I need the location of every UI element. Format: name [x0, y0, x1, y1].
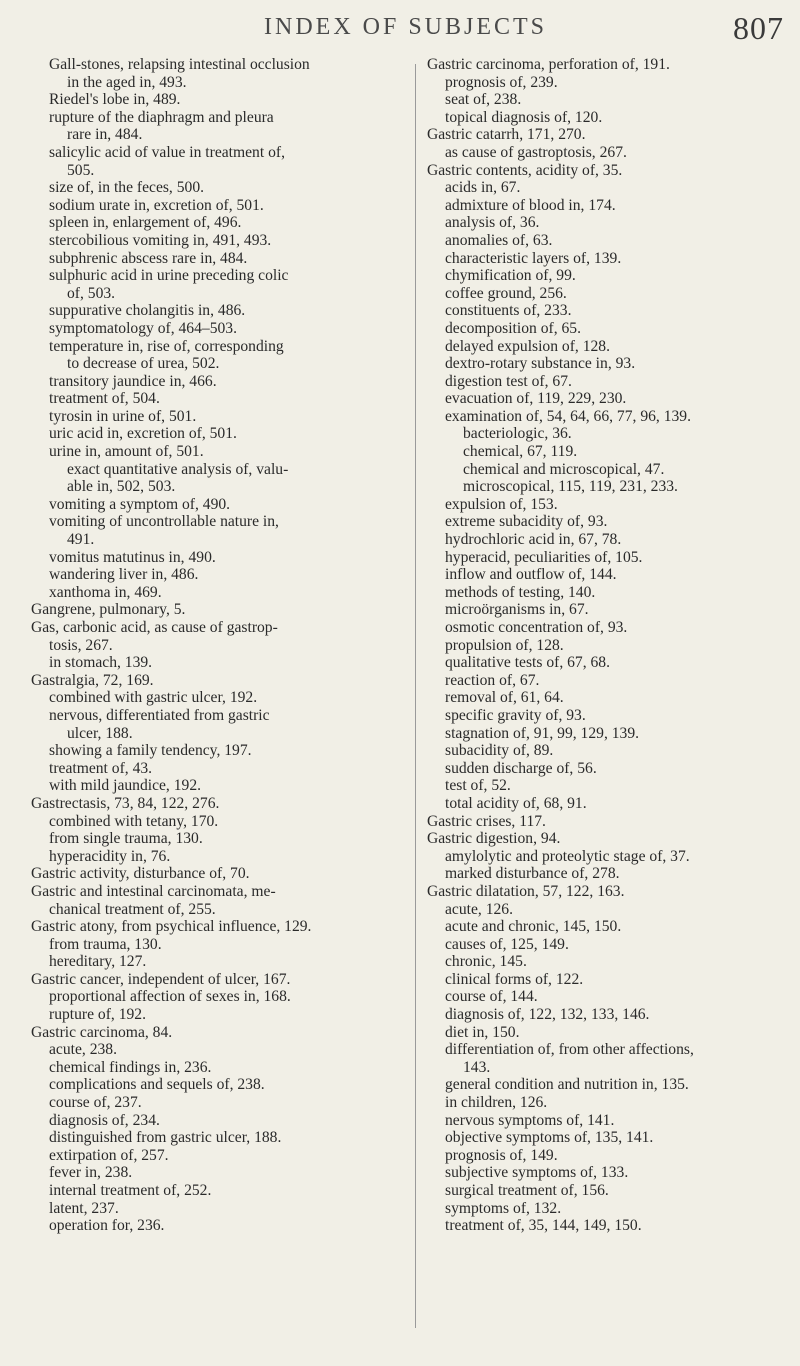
index-heading: Gastric cancer, independent of ulcer, 167.: [31, 970, 291, 988]
index-entry: complications and sequels of, 238.: [49, 1076, 265, 1094]
index-entry: latent, 237.: [49, 1199, 119, 1217]
index-column-right: [427, 56, 797, 1235]
index-entry: nervous, differentiated from gastric: [49, 706, 270, 724]
index-entry: from trauma, 130.: [49, 935, 162, 953]
index-entry: diagnosis of, 234.: [49, 1111, 160, 1129]
index-entry: hyperacidity in, 76.: [49, 847, 171, 865]
index-entry: total acidity of, 68, 91.: [445, 794, 587, 812]
index-entry: general condition and nutrition in, 135.: [445, 1076, 689, 1094]
index-heading: Gastric and intestinal carcinomata, me-: [31, 882, 276, 900]
index-entry: with mild jaundice, 192.: [49, 777, 202, 795]
index-entry: vomitus matutinus in, 490.: [49, 548, 216, 566]
index-entry: anomalies of, 63.: [445, 231, 553, 249]
index-entry: coffee ground, 256.: [445, 284, 567, 302]
index-entry: from single trauma, 130.: [49, 830, 203, 848]
index-entry: surgical treatment of, 156.: [445, 1182, 609, 1199]
index-entry: propulsion of, 128.: [445, 636, 564, 654]
index-column-left: [31, 56, 401, 1235]
running-title: INDEX OF SUBJECTS: [264, 14, 548, 40]
index-entry: tosis, 267.: [49, 636, 113, 654]
index-entry: analysis of, 36.: [445, 214, 540, 232]
index-entry: dextro-rotary substance in, 93.: [445, 355, 636, 373]
index-entry: topical diagnosis of, 120.: [445, 108, 603, 126]
index-entry: 505.: [67, 161, 95, 179]
index-entry: xanthoma in, 469.: [49, 583, 162, 601]
index-heading: Gas, carbonic acid, as cause of gastrop-: [31, 619, 278, 636]
index-entry: characteristic layers of, 139.: [445, 249, 622, 267]
index-entry: symptoms of, 132.: [445, 1199, 562, 1217]
index-entry: subphrenic abscess rare in, 484.: [49, 249, 248, 267]
index-entry: inflow and outflow of, 144.: [445, 566, 617, 584]
index-entry: osmotic concentration of, 93.: [445, 619, 628, 636]
index-entry: diet in, 150.: [445, 1023, 520, 1041]
index-entry: constituents of, 233.: [445, 302, 572, 320]
index-entry: chronic, 145.: [445, 953, 527, 971]
index-entry: delayed expulsion of, 128.: [445, 337, 610, 355]
index-entry: treatment of, 43.: [49, 759, 153, 777]
index-entry: acute and chronic, 145, 150.: [445, 918, 622, 936]
index-entry: chemical findings in, 236.: [49, 1058, 212, 1076]
index-entry: acute, 126.: [445, 900, 513, 918]
index-entry: digestion test of, 67.: [445, 372, 572, 390]
index-entry: chemical and microscopical, 47.: [463, 460, 665, 478]
index-entry: clinical forms of, 122.: [445, 970, 584, 988]
index-entry: tyrosin in urine of, 501.: [49, 407, 197, 425]
index-entry: microscopical, 115, 119, 231, 233.: [463, 478, 678, 496]
index-entry: sulphuric acid in urine preceding colic: [49, 267, 289, 285]
index-heading: Gastric catarrh, 171, 270.: [427, 126, 586, 144]
index-entry: subjective symptoms of, 133.: [445, 1164, 629, 1182]
index-entry: prognosis of, 149.: [445, 1146, 558, 1164]
index-entry: vomiting of uncontrollable nature in,: [49, 513, 279, 531]
index-entry: acute, 238.: [49, 1041, 117, 1059]
index-entry: stercobilious vomiting in, 491, 493.: [49, 231, 272, 249]
index-entry: hydrochloric acid in, 67, 78.: [445, 531, 622, 549]
index-entry: objective symptoms of, 135, 141.: [445, 1129, 654, 1147]
index-entry: proportional affection of sexes in, 168.: [49, 988, 291, 1006]
index-entry: rare in, 484.: [67, 126, 143, 144]
index-entry: microörganisms in, 67.: [445, 601, 589, 619]
index-entry: acids in, 67.: [445, 179, 521, 197]
index-entry: salicylic acid of value in treatment of,: [49, 143, 285, 161]
column-divider: [415, 64, 416, 1328]
index-entry: operation for, 236.: [49, 1217, 165, 1235]
index-entry: seat of, 238.: [445, 91, 522, 109]
index-entry: decomposition of, 65.: [445, 319, 581, 337]
page-number: 807: [733, 10, 784, 46]
index-entry: urine in, amount of, 501.: [49, 443, 204, 461]
index-entry: hereditary, 127.: [49, 953, 147, 971]
index-entry: rupture of, 192.: [49, 1006, 147, 1024]
index-entry: causes of, 125, 149.: [445, 935, 569, 953]
index-entry: showing a family tendency, 197.: [49, 742, 252, 760]
index-entry: rupture of the diaphragm and pleura: [49, 108, 274, 126]
index-entry: able in, 502, 503.: [67, 478, 176, 496]
index-entry: reaction of, 67.: [445, 671, 540, 689]
index-entry: hyperacid, peculiarities of, 105.: [445, 548, 643, 566]
index-entry: bacteriologic, 36.: [463, 425, 572, 443]
index-entry: chanical treatment of, 255.: [49, 900, 216, 918]
index-entry: to decrease of urea, 502.: [67, 355, 220, 373]
index-entry: evacuation of, 119, 229, 230.: [445, 390, 627, 408]
index-entry: ulcer, 188.: [67, 724, 133, 742]
index-entry: stagnation of, 91, 99, 129, 139.: [445, 724, 640, 742]
index-entry: combined with gastric ulcer, 192.: [49, 689, 258, 707]
index-entry: chymification of, 99.: [445, 267, 576, 285]
index-entry: in children, 126.: [445, 1094, 548, 1112]
index-heading: Gastric dilatation, 57, 122, 163.: [427, 882, 625, 900]
index-entry: suppurative cholangitis in, 486.: [49, 302, 246, 320]
index-entry: internal treatment of, 252.: [49, 1182, 212, 1199]
index-entry: spleen in, enlargement of, 496.: [49, 214, 242, 232]
index-entry: temperature in, rise of, corresponding: [49, 337, 284, 355]
index-entry: Riedel's lobe in, 489.: [49, 91, 181, 109]
index-entry: methods of testing, 140.: [445, 583, 596, 601]
index-heading: Gastric digestion, 94.: [427, 830, 561, 848]
index-entry: of, 503.: [67, 284, 116, 302]
index-entry: wandering liver in, 486.: [49, 566, 199, 584]
index-entry: treatment of, 35, 144, 149, 150.: [445, 1217, 642, 1235]
index-entry: 143.: [463, 1058, 491, 1076]
index-entry: sodium urate in, excretion of, 501.: [49, 196, 264, 214]
index-heading: Gastrectasis, 73, 84, 122, 276.: [31, 794, 220, 812]
index-entry: vomiting a symptom of, 490.: [49, 495, 231, 513]
index-entry: marked disturbance of, 278.: [445, 865, 620, 883]
index-entry: diagnosis of, 122, 132, 133, 146.: [445, 1006, 650, 1024]
index-entry: course of, 237.: [49, 1094, 142, 1112]
index-entry: in stomach, 139.: [49, 654, 153, 672]
index-heading: Gastric carcinoma, 84.: [31, 1023, 173, 1041]
index-heading: Gastralgia, 72, 169.: [31, 671, 154, 689]
index-entry: distinguished from gastric ulcer, 188.: [49, 1129, 282, 1147]
index-heading: Gastric activity, disturbance of, 70.: [31, 865, 250, 883]
index-entry: expulsion of, 153.: [445, 495, 558, 513]
index-entry: as cause of gastroptosis, 267.: [445, 143, 627, 161]
index-entry: specific gravity of, 93.: [445, 706, 586, 724]
index-entry: removal of, 61, 64.: [445, 689, 564, 707]
index-entry: extreme subacidity of, 93.: [445, 513, 608, 531]
index-entry: amylolytic and proteolytic stage of, 37.: [445, 847, 690, 865]
index-entry: fever in, 238.: [49, 1164, 133, 1182]
index-entry: exact quantitative analysis of, valu-: [67, 460, 289, 478]
index-entry: symptomatology of, 464–503.: [49, 319, 237, 337]
index-entry: 491.: [67, 531, 95, 549]
index-heading: Gangrene, pulmonary, 5.: [31, 601, 186, 619]
index-heading: Gastric carcinoma, perforation of, 191.: [427, 56, 670, 73]
index-entry: treatment of, 504.: [49, 390, 160, 408]
index-entry: Gall-stones, relapsing intestinal occlusion: [49, 56, 310, 73]
index-entry: test of, 52.: [445, 777, 511, 795]
index-entry: prognosis of, 239.: [445, 73, 558, 91]
index-entry: examination of, 54, 64, 66, 77, 96, 139.: [445, 407, 692, 425]
index-entry: subacidity of, 89.: [445, 742, 554, 760]
index-entry: course of, 144.: [445, 988, 538, 1006]
index-entry: uric acid in, excretion of, 501.: [49, 425, 237, 443]
index-heading: Gastric contents, acidity of, 35.: [427, 161, 623, 179]
index-entry: chemical, 67, 119.: [463, 443, 578, 461]
index-entry: sudden discharge of, 56.: [445, 759, 597, 777]
index-entry: transitory jaundice in, 466.: [49, 372, 217, 390]
index-entry: admixture of blood in, 174.: [445, 196, 616, 214]
page-header: [0, 10, 800, 44]
index-heading: Gastric atony, from psychical influence, 129.: [31, 918, 312, 936]
index-entry: extirpation of, 257.: [49, 1146, 169, 1164]
index-entry: combined with tetany, 170.: [49, 812, 219, 830]
index-heading: Gastric crises, 117.: [427, 812, 546, 830]
index-entry: in the aged in, 493.: [67, 73, 187, 91]
index-entry: qualitative tests of, 67, 68.: [445, 654, 611, 672]
index-entry: differentiation of, from other affections,: [445, 1041, 694, 1059]
index-entry: size of, in the feces, 500.: [49, 179, 205, 197]
index-entry: nervous symptoms of, 141.: [445, 1111, 615, 1129]
